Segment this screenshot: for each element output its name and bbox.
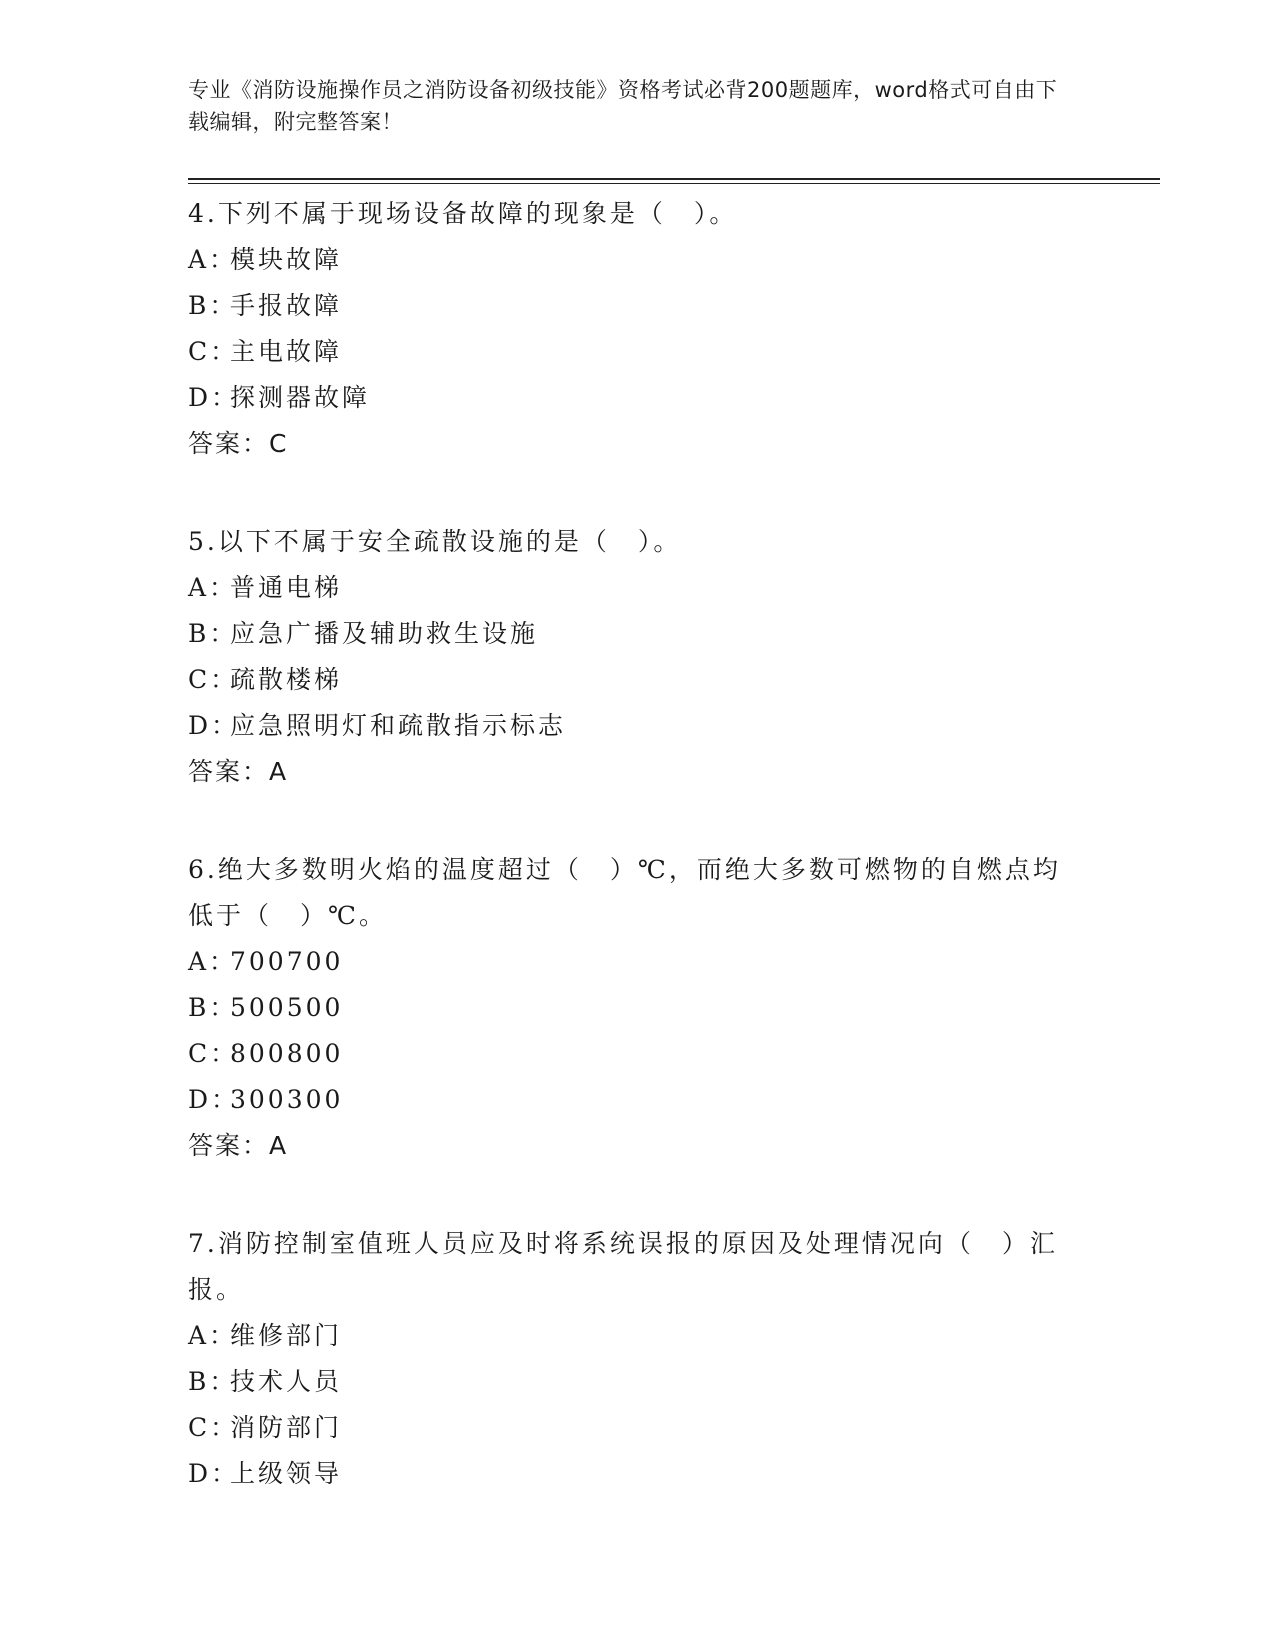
option-d: D：探测器故障: [188, 383, 371, 412]
option-b: B：应急广播及辅助救生设施: [188, 619, 539, 648]
question-7: [188, 1221, 1068, 1497]
answer-line: 答案：A: [188, 757, 289, 786]
option-a: A：普通电梯: [188, 573, 343, 602]
answer-line: 答案：A: [188, 1131, 289, 1160]
option-a: A：模块故障: [188, 245, 343, 274]
header-divider-thick: [188, 178, 1160, 180]
question-5: [188, 519, 1068, 795]
question-4: [188, 191, 1068, 467]
question-list: [188, 191, 1068, 1549]
question-stem: 4.下列不属于现场设备故障的现象是（ ）。: [188, 199, 738, 228]
option-a: A：700700: [188, 947, 344, 976]
option-c: C：主电故障: [188, 337, 343, 366]
document-header: 专业《消防设施操作员之消防设备初级技能》资格考试必背200题题库，word格式可自由下载编辑，附完整答案！: [188, 78, 1058, 134]
question-stem: 5.以下不属于安全疏散设施的是（ ）。: [188, 527, 682, 556]
option-c: C：800800: [188, 1039, 344, 1068]
question-stem: 6.绝大多数明火焰的温度超过（ ）℃，而绝大多数可燃物的自燃点均低于（ ）℃。: [188, 855, 1061, 930]
answer-line: 答案：C: [188, 429, 289, 458]
option-a: A：维修部门: [188, 1321, 343, 1350]
question-6: [188, 847, 1068, 1169]
option-b: B：技术人员: [188, 1367, 343, 1396]
option-d: D：上级领导: [188, 1459, 343, 1488]
option-b: B：500500: [188, 993, 344, 1022]
header-divider-thin: [188, 183, 1160, 184]
option-c: C：疏散楼梯: [188, 665, 343, 694]
option-c: C：消防部门: [188, 1413, 343, 1442]
question-stem: 7.消防控制室值班人员应及时将系统误报的原因及处理情况向（ ）汇报。: [188, 1229, 1058, 1304]
option-b: B：手报故障: [188, 291, 343, 320]
option-d: D：应急照明灯和疏散指示标志: [188, 711, 567, 740]
option-d: D：300300: [188, 1085, 344, 1114]
